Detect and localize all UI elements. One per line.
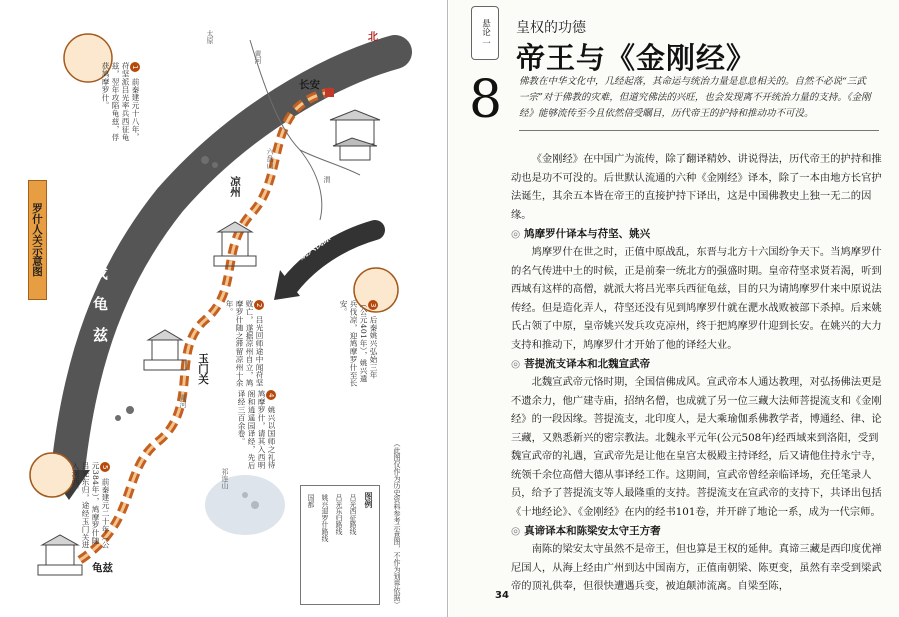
section-heading [511, 522, 883, 540]
route-label-yaoxing: 姚兴伐凉 [297, 233, 333, 263]
qilian-mountains [205, 475, 285, 535]
body-paragraph: 北魏宣武帝元恪时期，全国信佛成风。宣武帝本人通达教理，对弘扬佛法更是不遗余力，他广建寺庙，招纳名僧，也成就了另一位三藏大法师菩提流支和《金刚经》的一段因缘。菩提流支，北印度人，是大乘瑜伽系佛教学者，博通经、律、论三藏，又熟悉新兴的密宗教法。北魏永平元年(公元508年)经西域来到洛阳，受到魏宣武帝的礼遇，宣武帝先是让他在皇宫太极殿主持译经，后又请他住持永宁寺，统领千余位高僧大德从事译经工作。这期间，宣武帝曾经亲临译场，充任笔录人员，给予了菩提流支等人最隆重的支持。菩提流支在宣武帝的支持下，共译出包括《十地经论》、《金刚经》在内的经书101卷，并开辟了地论一系，成为一代宗师。 [511, 376, 882, 518]
note-4 [236, 390, 276, 476]
section-heading-text: 真谛译本和陈梁安太守王方奢 [524, 525, 661, 537]
body-paragraph: 《金刚经》在中国广为流传，除了翻译精妙、讲说得法，历代帝王的护持和推动也是功不可没的。后世默认流通的六种《金刚经》译本，除了一本由地方长官护法诞生，其余五本皆在帝王的直接护持下译出，这是中国佛教史上独一无二的因缘。 [511, 153, 882, 221]
route-label-luguang: 吕光攻伐龟兹 [91, 172, 109, 358]
body-paragraph: 南陈的梁安太守虽然不是帝王，但也算是王权的延伸。真谛三藏是西印度优禅尼国人，从海上经由广州到达中国南方，正值南朝梁、陈更变，虽然有幸受到梁武帝的顶礼供奉，但很快遭遇兵变，被迫颠沛流离。自梁至陈， [511, 543, 882, 592]
body-paragraph: 鸠摩罗什在世之时，正值中原战乱，东晋与北方十六国纷争天下。当鸠摩罗什的名气传进中土的时候，正是前秦一统北方的强盛时期。皇帝苻坚求贤若渴，听到西域有这样的高僧，就派大将吕光率兵西征龟兹，目的只为请鸠摩罗什来中原说法传经。但是造化弄人，苻坚还没有见到鸠摩罗什就在淝水战败被部下杀掉。后来姚氏占领了中原，皇帝姚兴发兵攻克凉州，终于把鸠摩罗什迎到长安。在姚兴的大力支持和推动下，鸠摩罗什才开始了他的译经大业。 [511, 246, 882, 351]
place-yumen: 玉门关 [197, 353, 209, 385]
text-page [449, 0, 899, 617]
section-side-tab: 悬论 一 [471, 6, 499, 60]
place-yellow-river-lower: 黄河 [179, 394, 187, 408]
chapter-intro: 佛教在中华文化中，几经起落，其命运与统治力量是息息相关的。自然不必说“三武一宗”对于佛教的灾难，但道究佛法的兴旺，也会发现离不开统治力量的支持。《金刚经》能够流传至今且依然倍受瞩目，历代帝王的护持和推动功不可没。 [519, 76, 871, 119]
place-wei-river: 渭 [323, 176, 331, 183]
note-3 [338, 300, 378, 390]
article-body [511, 150, 883, 596]
place-liangzhou: 凉州 [229, 176, 241, 197]
heading-marker-icon: ◎ [511, 228, 521, 240]
chapter-title: 帝王与《金刚经》 [516, 41, 757, 75]
place-kucha: 龟兹 [92, 562, 113, 574]
chapter-kicker: 皇权的功德 [516, 20, 586, 36]
heading-marker-icon: ◎ [511, 525, 521, 537]
map-page [0, 0, 448, 617]
note-3-text: 后秦姚兴弘始三年（公元401年），姚兴遣兵伐凉，迎鸠摩罗什至长安。 [339, 300, 378, 387]
section-heading [511, 225, 883, 243]
intro-divider [519, 130, 879, 131]
chapter-number: 8 [469, 70, 503, 130]
place-liupan: 六盘山 [266, 148, 274, 169]
legend-item-4: 国都 [306, 494, 314, 508]
note-1 [100, 62, 140, 148]
map-source-note: （此图仅作为历史资料参考示意图，不作为划界依据） [393, 440, 401, 608]
place-yellow-river-upper: 黄河 [254, 50, 262, 64]
note-5-text: 前秦建元二十年（公元384年），鸠摩罗什随吕光东归，途经玉门关进入河西。 [71, 462, 110, 549]
place-qilian: 祁连山 [221, 468, 229, 489]
note-4-num: 4 [266, 390, 276, 400]
legend-item-3: 姚兴迎罗什路线 [320, 494, 328, 542]
note-5 [70, 462, 110, 552]
legend-title: 图例 [364, 492, 374, 508]
section-heading-text: 菩提流支译本和北魏宣武帝 [524, 358, 651, 370]
liangzhou-city [214, 222, 256, 266]
page-number: 34 [495, 590, 509, 601]
yumen-gate [144, 330, 186, 370]
note-1-num: 1 [130, 62, 140, 72]
heading-marker-icon: ◎ [511, 358, 521, 370]
portrait-5 [30, 453, 74, 497]
place-taiyuan: 太原 [206, 30, 214, 44]
figure-title: 罗什人关示意图 [28, 180, 47, 300]
section-heading [511, 355, 883, 373]
note-3-num: 3 [368, 300, 378, 310]
note-4-text: 姚兴以国师之礼待鸠摩罗什，请其入西明阁和逍遥园译经，先后译经三百余卷。 [237, 390, 276, 469]
note-5-num: 5 [100, 462, 110, 472]
note-2 [224, 300, 264, 394]
note-1-text: 前秦建元十八年，苻坚派吕光率兵西征龟兹，翌年攻陷龟兹，俘获鸠摩罗什。 [101, 62, 140, 141]
changan-palace [330, 110, 380, 160]
legend-item-2: 吕光东归路线 [334, 494, 342, 535]
north-indicator: 北 [368, 32, 378, 43]
note-2-num: 2 [254, 300, 264, 310]
legend-item-1: 吕光西征路线 [348, 494, 356, 535]
place-changan: 长安 [299, 79, 320, 91]
note-2-text: 吕光回师途中闻苻坚败亡，遂据凉州自立，鸠摩罗什随之滞留凉州十余年。 [225, 300, 264, 387]
section-heading-text: 鸠摩罗什译本与苻坚、姚兴 [524, 228, 651, 240]
map-legend [300, 485, 380, 605]
changan-marker [325, 88, 334, 97]
